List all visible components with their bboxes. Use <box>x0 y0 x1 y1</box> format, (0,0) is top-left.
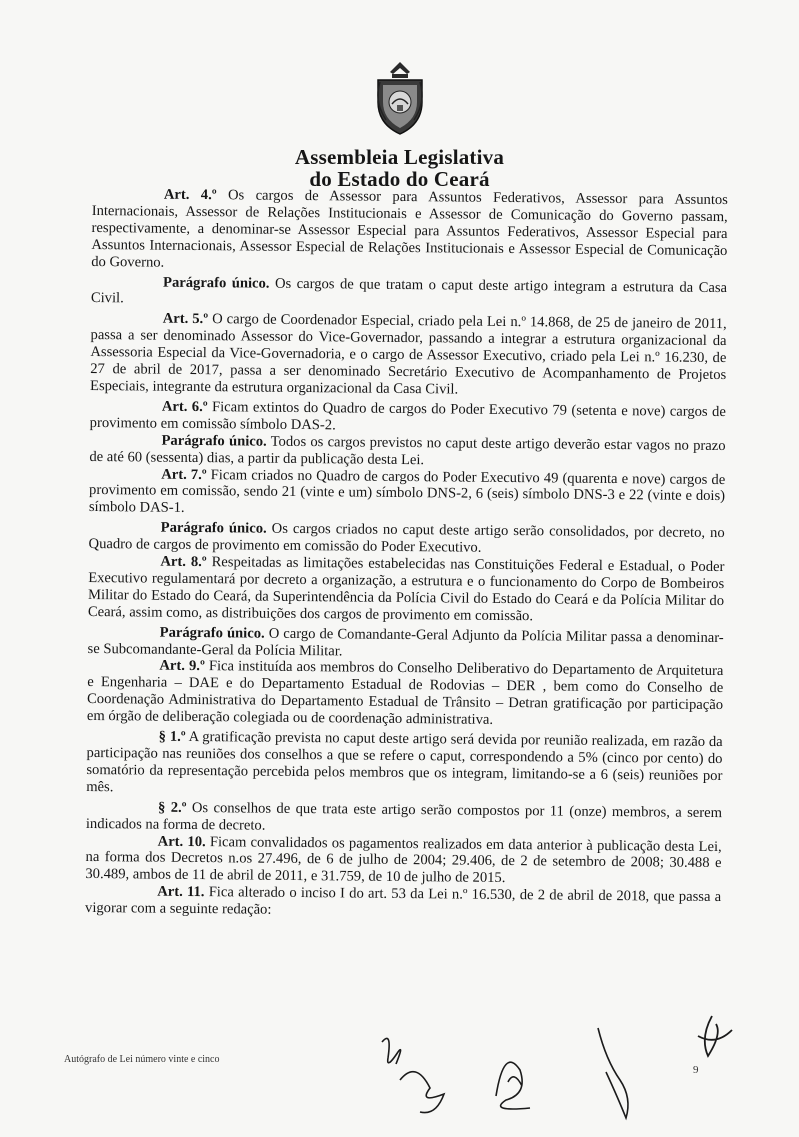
art-9-paragrafo-2: § 2.º Os conselhos de que trata este artigo serão compostos por 11 (onze) membros, a serem indicados na forma de decreto. <box>85 799 723 834</box>
art-4: Art. 4.º Os cargos de Assessor para Assuntos Federativos, Assessor para Assuntos Internacionais, Assessor de Relações Institucionais e Assessor de Comunicação do Governo passam, respectivamente, a denominar-se Assessor Especial para Assuntos Federativos, Assessor Especial para Assuntos Internacionais, Assessor Especial de Relações Institucionais e Assessor Especial de Comunicação do Governo. <box>91 186 728 271</box>
art-10: Art. 10. Ficam convalidados os pagamentos realizados em data anterior à publicação desta Lei, na forma dos Decretos n.os 27.496, de 6 de julho de 2004; 29.406, de 2 de setembro de 2008; 30.488 e 30.489, ambos de 11 de abril de 2011, e 31.759, de 10 de julho de 2015. <box>85 833 722 887</box>
letterhead <box>0 58 799 190</box>
signature-5 <box>698 1016 732 1056</box>
art-8-paragrafo-unico: Parágrafo único. O cargo de Comandante-Geral Adjunto da Polícia Militar passa a denominar-se Subcomandante-Geral da Polícia Militar. <box>87 624 724 659</box>
art-6-paragrafo-unico: Parágrafo único. Todos os cargos previstos no caput deste artigo deverão estar vagos no prazo de até 60 (sessenta) dias, a partir da publicação desta Lei. <box>89 432 726 468</box>
institution-name-line1: Assembleia Legislativa <box>294 145 505 169</box>
institution-name-line2: do Estado do Ceará <box>309 167 490 191</box>
art-11: Art. 11. Fica alterado o inciso I do art. 53 da Lei n.º 16.530, de 2 de abril de 2018, que passa a vigorar com a seguinte redação: <box>84 883 722 918</box>
art-4-paragrafo-unico: Parágrafo único. Os cargos de que tratam o caput deste artigo integram a estrutura da Casa Civil. <box>90 274 728 307</box>
art-8: Art. 8.º Respeitadas as limitações estabelecidas nas Constituições Federal e Estadual, o Poder Executivo regulamentará por decreto a organização, a estrutura e o funcionamento do Corpo de Bombeiros Militar do Estado do Ceará, da Superintendência da Polícia Civil do Estado do Ceará e da Polícia Militar do Ceará, assim como, as distribuições dos cargos de provimento em comissão. <box>87 553 725 625</box>
signature-3 <box>496 1062 530 1109</box>
page-number: 9 <box>693 1064 699 1076</box>
art-9-paragrafo-1: § 1.º A gratificação prevista no caput deste artigo será devida por reunião realizada, em razão da participação nas reuniões dos conselhos a que se refere o caput, correspondendo a 5% (cinco por cento) do somatório da representação percebida pelos membros que os integram, limitando-se a 6 (seis) reuniões por mês. <box>86 728 723 796</box>
law-text <box>85 186 728 923</box>
signature-4 <box>598 1028 628 1118</box>
art-7: Art. 7.º Ficam criados no Quadro de cargos do Poder Executivo 49 (quarenta e nove) cargos de provimento em comissão, sendo 21 (vinte e um) símbolo DNS-2, 6 (seis) símbolo DNS-3 e 22 (vinte e dois) símbolo DAS-1. <box>88 466 726 517</box>
state-coat-of-arms-icon <box>368 58 432 138</box>
art-5: Art. 5.º O cargo de Coordenador Especial, criado pela Lei n.º 14.868, de 25 de janeiro de 2011, passa a ser denominado Assessor do Vice-Governador, passando a integrar a estrutura organizacional da Assessoria Especial da Vice-Governadoria, e o cargo de Assessor Executivo, criado pela Lei n.º 16.230, de 27 de abril de 2017, passa a ser denominado Secretário Executivo de Acompanhamento de Projetos Especiais, integrante da estrutura organizacional da Casa Civil. <box>90 311 727 398</box>
art-9: Art. 9.º Fica instituída aos membros do Conselho Deliberativo do Departamento de Arquitetura e Engenharia – DAE e do Departamento Estadual de Rodovias – DER , bem como do Conselho de Coordenação Administrativa do Departamento Estadual de Trânsito – Detran gratificação por participação em órgão de deliberação colegiada ou de coordenação administrativa. <box>86 658 724 729</box>
art-7-paragrafo-unico: Parágrafo único. Os cargos criados no caput deste artigo serão consolidados, por decreto, no Quadro de cargos de provimento em comissão do Poder Executivo. <box>88 519 725 556</box>
art-6: Art. 6.º Ficam extintos do Quadro de cargos do Poder Executivo 79 (setenta e nove) cargos de provimento em comissão símbolo DAS-2. <box>89 398 726 434</box>
signature-1 <box>382 1038 401 1064</box>
signature-2 <box>400 1072 444 1113</box>
autograph-note: Autógrafo de Lei número vinte e cinco <box>64 1054 220 1065</box>
